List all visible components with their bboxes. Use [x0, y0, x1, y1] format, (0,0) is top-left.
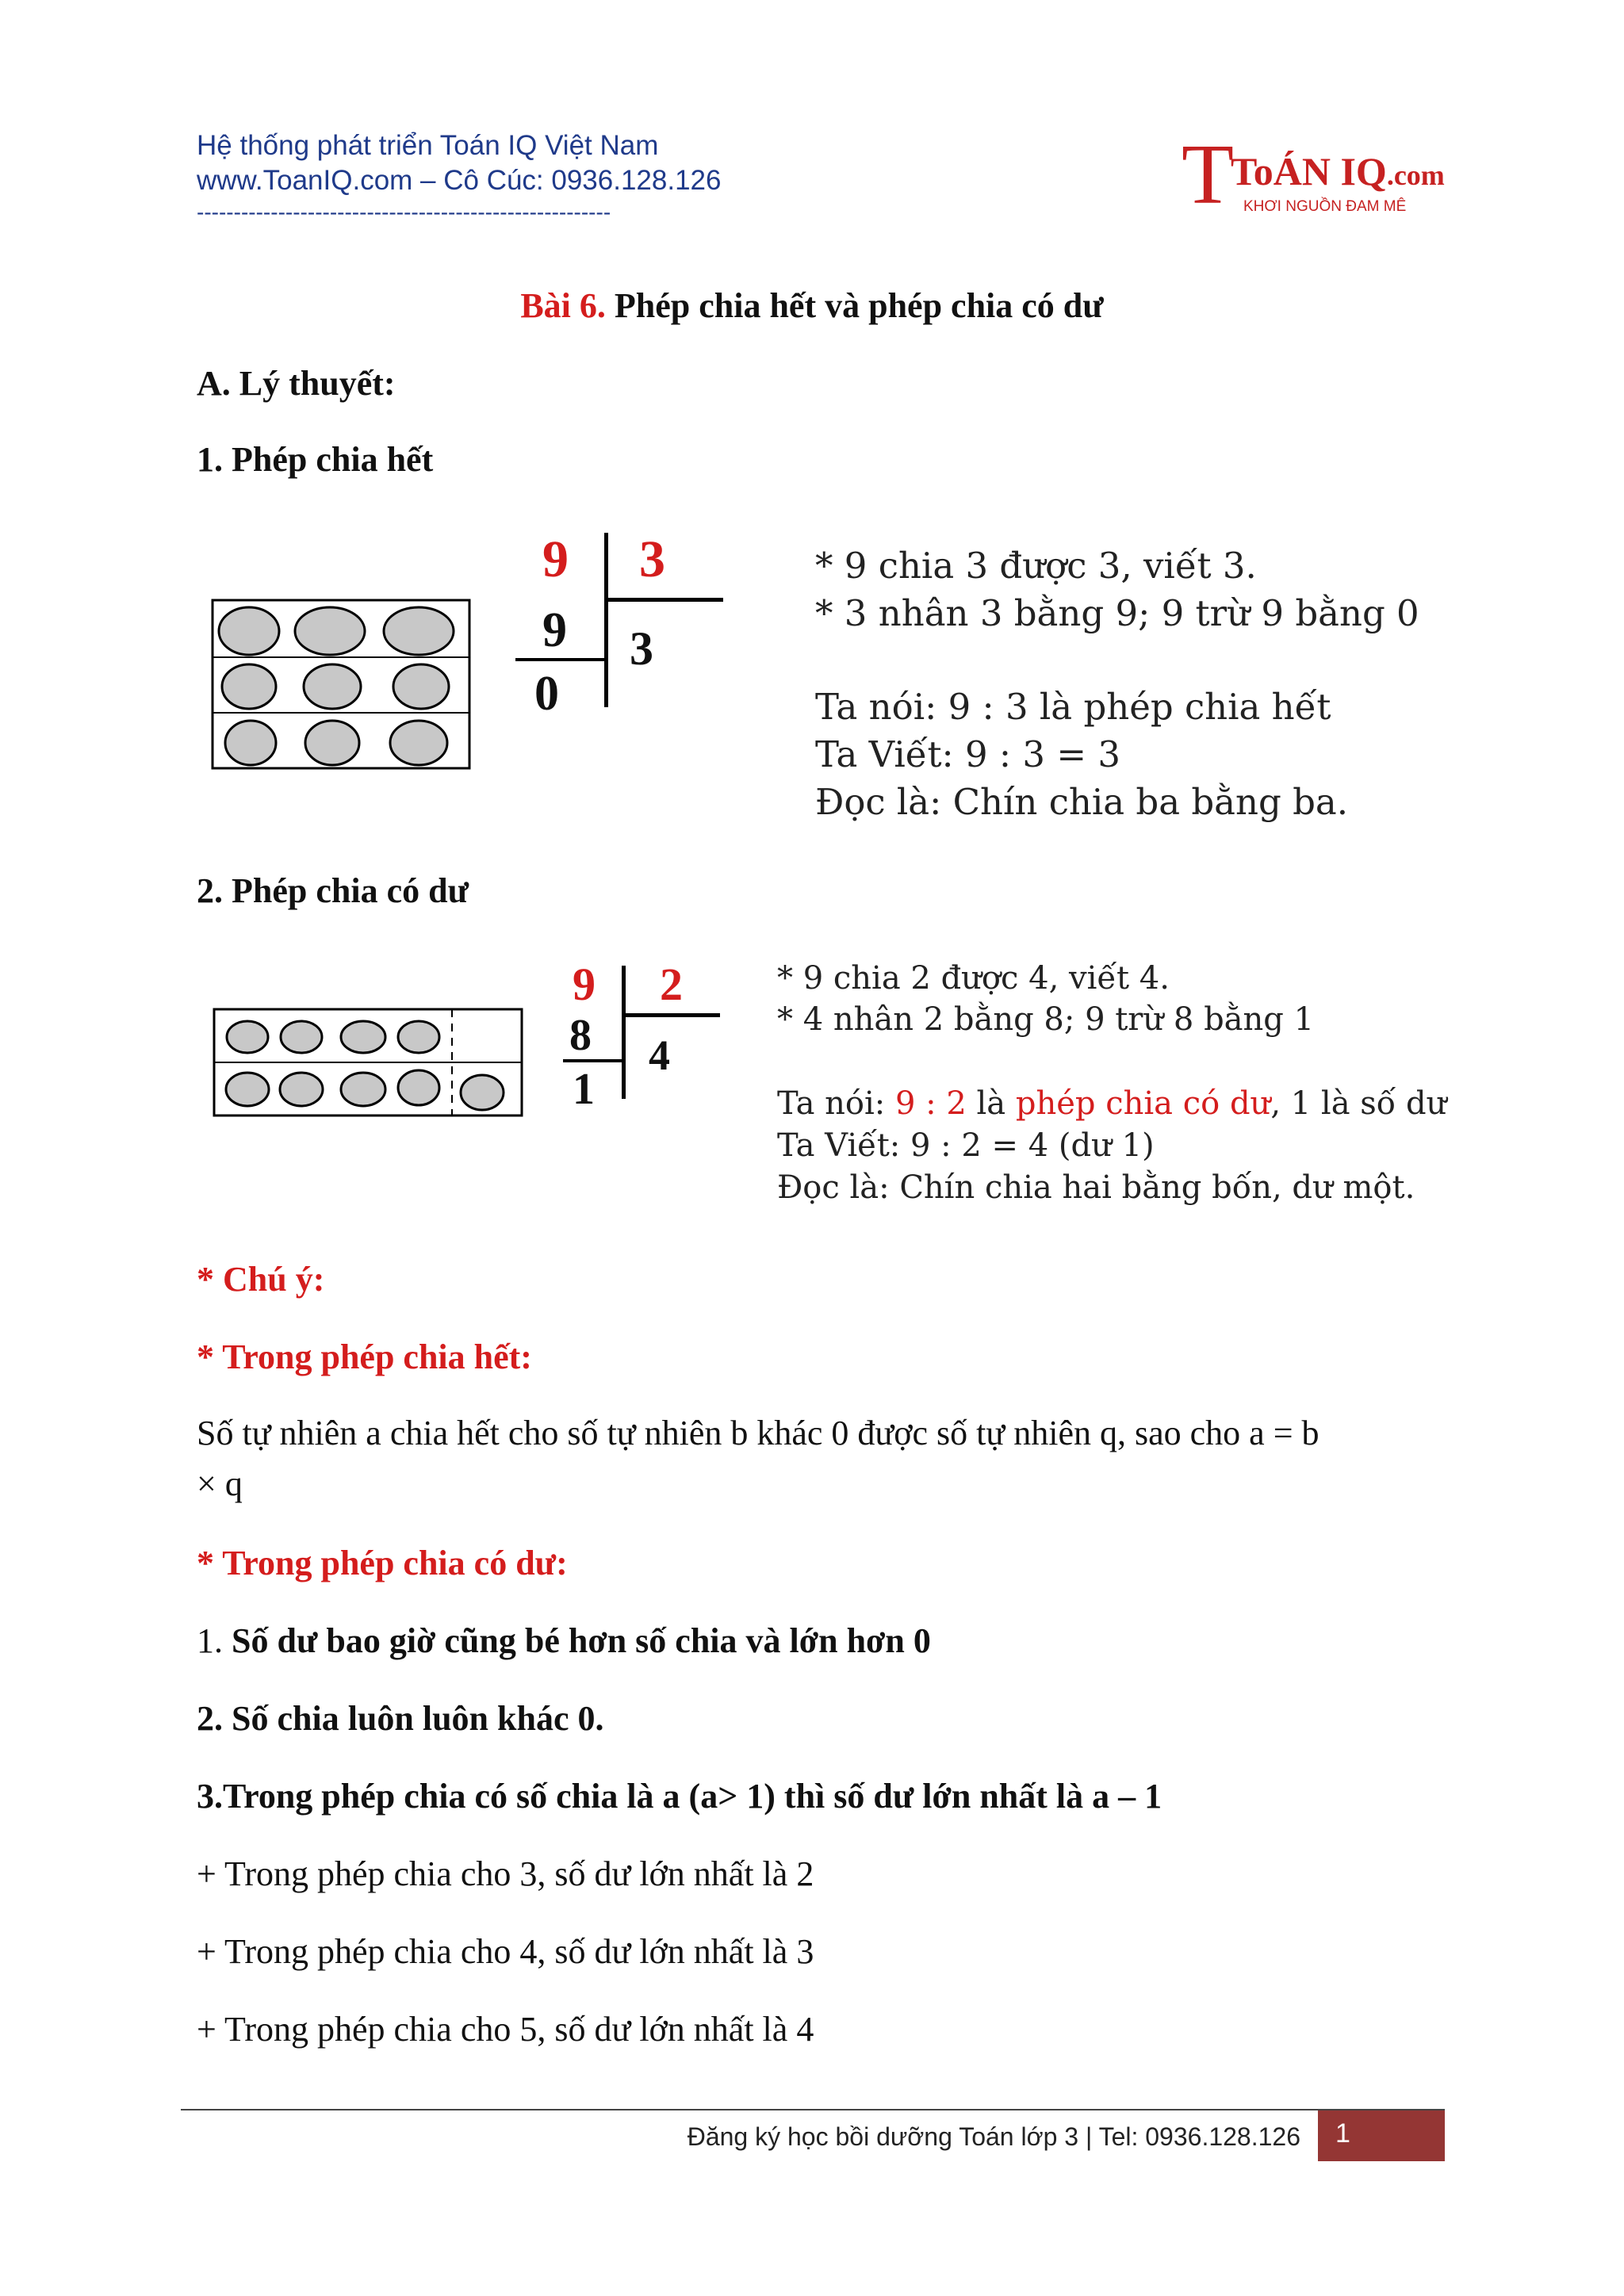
logo-main: ToÁN IQ.com — [1231, 149, 1445, 193]
logo-initial: T — [1182, 128, 1234, 222]
part1-say: Ta nói: 9 : 3 là phép chia hết — [815, 686, 1331, 728]
part1-read: Đọc là: Chín chia ba bằng ba. — [815, 781, 1349, 823]
dividend: 9 — [542, 530, 569, 588]
page-number-box — [1318, 2110, 1445, 2161]
header-line2: www.ToanIQ.com – Cô Cúc: 0936.128.126 — [197, 165, 722, 196]
part2-step-1: * 9 chia 2 được 4, viết 4. — [777, 960, 1170, 997]
header-dashes: -------------------------------------------------------- — [197, 200, 611, 224]
part2-step-2: * 4 nhân 2 bằng 8; 9 trừ 8 bằng 1 — [777, 1001, 1315, 1038]
division-divisor-line — [622, 1013, 720, 1017]
part2-write: Ta Viết: 9 : 2 = 4 (dư 1) — [777, 1127, 1155, 1164]
header-line1: Hệ thống phát triển Toán IQ Việt Nam — [197, 130, 659, 161]
divisor: 2 — [660, 959, 683, 1010]
example-2: + Trong phép chia cho 4, số dư lớn nhất là 3 — [197, 1932, 814, 1971]
product: 9 — [542, 603, 567, 657]
rule-1: 1. Số dư bao giờ cũng bé hơn số chia và lớn hơn 0 — [197, 1621, 931, 1660]
balls-grid-figure-2 — [211, 1005, 525, 1121]
rule-2: 2. Số chia luôn luôn khác 0. — [197, 1699, 604, 1738]
part1-steps — [815, 542, 1419, 637]
part2-say: Ta nói: 9 : 2 là phép chia có dư, 1 là số dư — [777, 1085, 1447, 1122]
part1-write: Ta Viết: 9 : 3 = 3 — [815, 733, 1120, 775]
long-division-1 — [508, 530, 730, 739]
page-number: 1 — [1335, 2118, 1350, 2149]
dividend: 9 — [573, 959, 596, 1010]
long-division-2 — [555, 958, 730, 1140]
section-a-heading: A. Lý thuyết: — [197, 364, 396, 403]
quotient: 4 — [649, 1031, 670, 1079]
footer-text: Đăng ký học bồi dưỡng Toán lớp 3 | Tel: 0936.128.126 — [687, 2122, 1300, 2151]
division-vertical-line — [622, 966, 626, 1099]
part1-step-2: * 3 nhân 3 bằng 9; 9 trừ 9 bằng 0 — [815, 592, 1419, 634]
divisor: 3 — [639, 530, 665, 588]
exact-division-text-2: × q — [197, 1464, 243, 1503]
note-heading: * Chú ý: — [197, 1260, 325, 1299]
remainder: 1 — [573, 1065, 595, 1114]
part1-heading: 1. Phép chia hết — [197, 440, 434, 479]
remainder: 0 — [534, 667, 559, 721]
quotient: 3 — [630, 622, 653, 675]
product: 8 — [569, 1011, 592, 1060]
toaniq-logo[interactable] — [1182, 128, 1445, 230]
balls-grid-figure-1 — [208, 596, 474, 772]
remainder-division-heading: * Trong phép chia có dư: — [197, 1544, 568, 1582]
footer-rule — [181, 2109, 1445, 2110]
logo-tagline: KHƠI NGUỒN ĐAM MÊ — [1243, 198, 1407, 215]
exact-division-text-1: Số tự nhiên a chia hết cho số tự nhiên b khác 0 được số tự nhiên q, sao cho a = b — [197, 1414, 1320, 1452]
part2-steps — [777, 958, 1314, 1040]
example-1: + Trong phép chia cho 3, số dư lớn nhất là 2 — [197, 1854, 814, 1893]
rule-3: 3.Trong phép chia có số chia là a (a> 1) thì số dư lớn nhất là a – 1 — [197, 1777, 1162, 1816]
division-vertical-line — [604, 533, 608, 707]
part1-step-1: * 9 chia 3 được 3, viết 3. — [815, 545, 1257, 587]
part2-explanation — [777, 1083, 1446, 1209]
division-divisor-line — [604, 598, 723, 602]
part2-read: Đọc là: Chín chia hai bằng bốn, dư một. — [777, 1169, 1415, 1206]
part2-heading: 2. Phép chia có dư — [197, 871, 469, 910]
example-3: + Trong phép chia cho 5, số dư lớn nhất là 4 — [197, 2010, 814, 2049]
exact-division-heading: * Trong phép chia hết: — [197, 1337, 532, 1376]
page-title: Bài 6. Phép chia hết và phép chia có dư — [520, 286, 1104, 325]
part1-explanation — [815, 683, 1348, 826]
